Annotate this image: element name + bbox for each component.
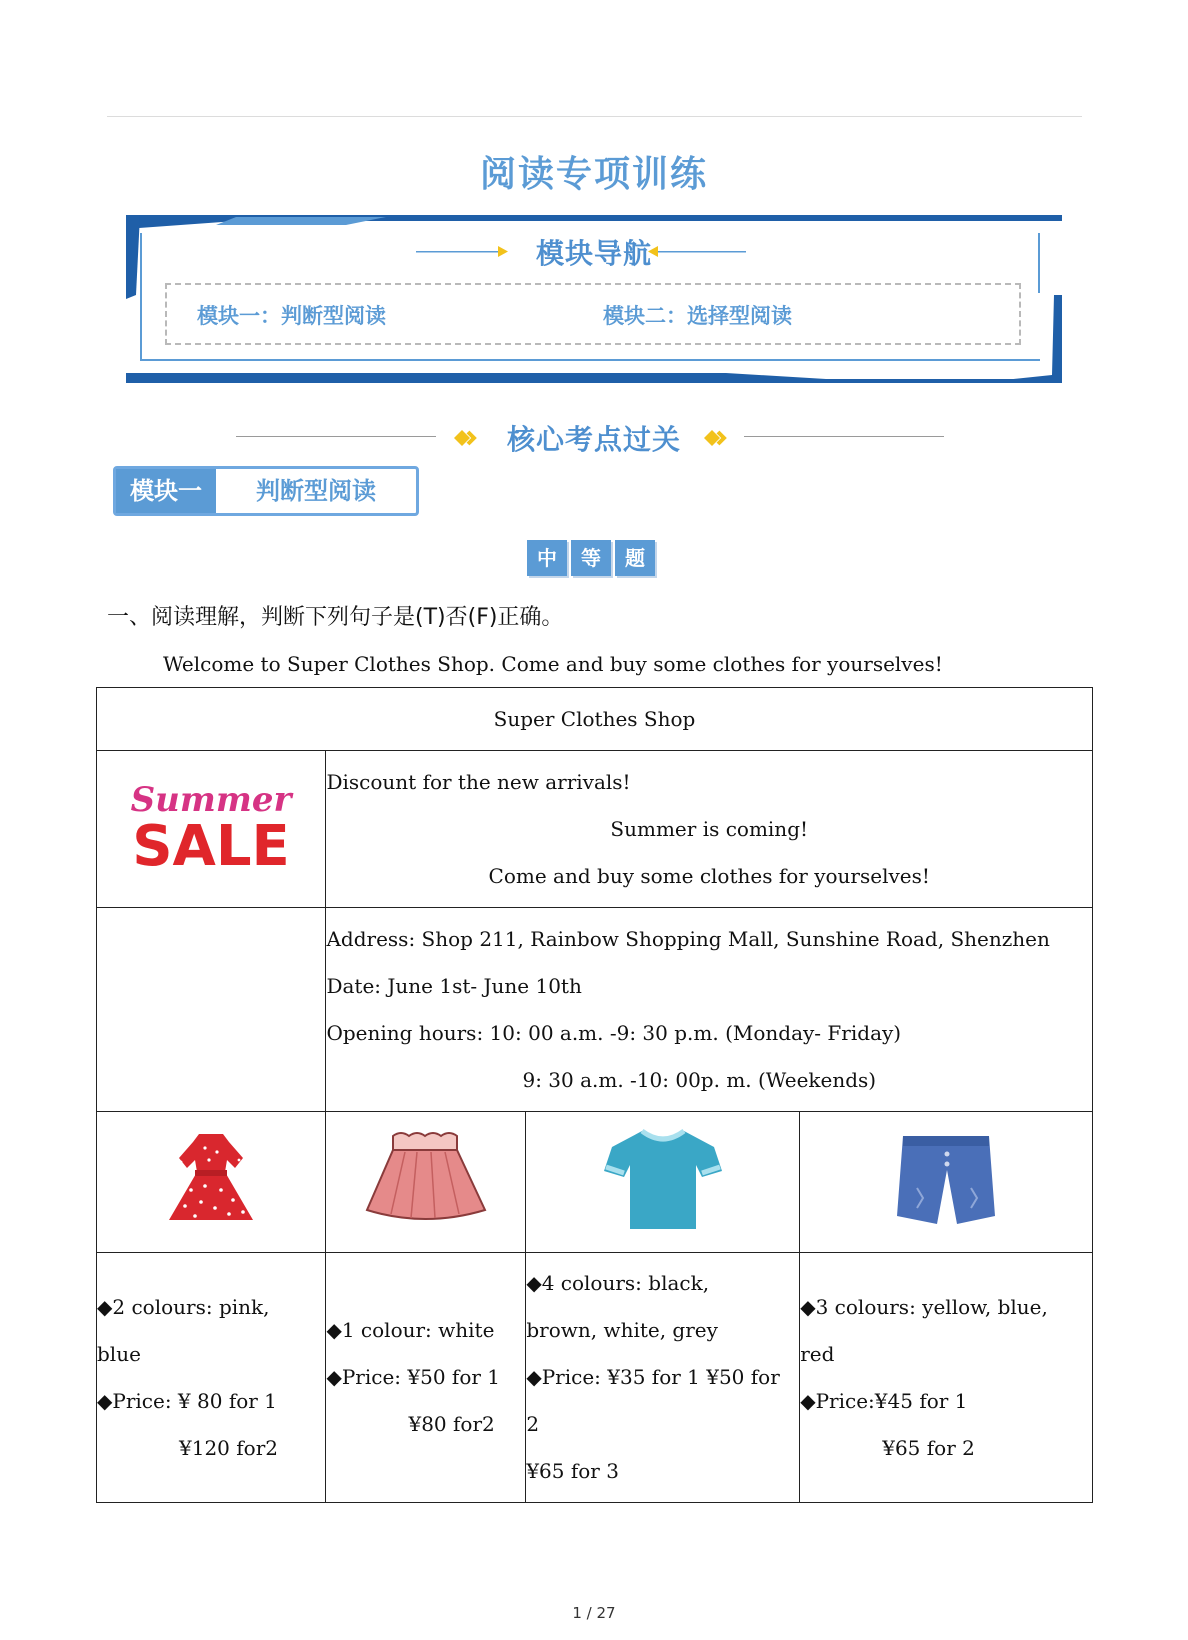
module-number: 模块一 [116,469,216,513]
page-title: 阅读专项训练 [479,153,708,195]
item-detail-line: ¥80 for2 [408,1412,495,1436]
navigation-title: 模块导航 [535,237,652,270]
sale-logo-word2: SALE [132,813,291,879]
module-label [113,466,419,516]
core-section-header [0,418,1188,458]
shop-address: Address: Shop 211, Rainbow Shopping Mall, Sunshine Road, Shenzhen [326,926,1050,951]
table-row [97,908,1093,1112]
nav-item-module-2[interactable]: 模块二：选择型阅读 [603,303,792,328]
shop-hours-weekend: 9: 30 a.m. -10: 00p. m. (Weekends) [522,1067,877,1092]
shop-table [96,687,1093,1503]
tshirt-image-cell [526,1112,800,1253]
skirt-icon [361,1128,491,1232]
item-detail-line: 2 [526,1412,540,1436]
passage-intro: Welcome to Super Clothes Shop. Come and buy some clothes for yourselves! [163,652,943,676]
dress-icon [161,1128,261,1232]
item-detail-line: ◆2 colours: pink, [97,1294,270,1319]
dress-details-cell [97,1253,326,1503]
skirt-image-cell [326,1112,526,1253]
item-detail-line: brown, white, grey [526,1318,718,1342]
shop-date: Date: June 1st- June 10th [326,973,582,998]
item-detail-line: ◆1 colour: white [326,1318,495,1342]
promo-line-1: Discount for the new arrivals! [326,769,631,794]
shorts-details-cell [800,1253,1093,1503]
empty-cell [97,908,326,1112]
shorts-icon [891,1128,1001,1232]
item-detail-line: ◆Price: ¥ 80 for 1 [97,1388,277,1413]
difficulty-char: 题 [615,540,655,576]
dress-image-cell [97,1112,326,1253]
item-detail-line: blue [97,1341,141,1366]
sale-logo-word1: Summer [130,779,292,820]
shorts-image-cell [800,1112,1093,1253]
module-name: 判断型阅读 [256,476,376,505]
table-row [97,1112,1093,1253]
table-row [97,688,1093,751]
shop-info-cell [326,908,1093,1112]
promo-line-2: Summer is coming! [610,816,809,841]
navigation-header [126,232,1062,272]
difficulty-char: 等 [571,540,611,576]
tshirt-details-cell [526,1253,800,1503]
sale-logo-cell [97,751,326,908]
skirt-details-cell [326,1253,526,1503]
question-instruction: 一、阅读理解，判断下列句子是(T)否(F)正确。 [107,605,564,630]
item-detail-line: red [800,1341,835,1366]
table-row [97,1253,1093,1503]
item-detail-line: ◆Price: ¥35 for 1 ¥50 for [526,1365,780,1389]
shop-hours-weekday: Opening hours: 10: 00 a.m. -9: 30 p.m. (Monday- Friday) [326,1020,902,1045]
promo-cell [326,751,1093,908]
table-heading: Super Clothes Shop [97,688,1093,751]
diamond-arrow-icon [702,424,734,452]
item-detail-line: ¥120 for2 [179,1435,278,1460]
item-detail-line: ¥65 for 3 [526,1459,619,1483]
nav-item-module-1[interactable]: 模块一：判断型阅读 [197,303,386,328]
item-detail-line: ◆3 colours: yellow, blue, [800,1294,1048,1319]
core-section-title: 核心考点过关 [506,423,681,456]
core-right-rule [744,436,944,437]
promo-line-3: Come and buy some clothes for yourselves! [488,863,930,888]
item-detail-line: ◆Price: ¥50 for 1 [326,1365,501,1389]
tshirt-icon [598,1125,728,1235]
header-rule [107,116,1082,117]
item-detail-line: ◆4 colours: black, [526,1271,710,1295]
item-detail-line: ¥65 for 2 [882,1435,975,1460]
item-detail-line: ◆Price:¥45 for 1 [800,1388,968,1413]
page-number: 1 / 27 [572,1604,616,1622]
table-row [97,751,1093,908]
difficulty-char: 中 [527,540,567,576]
summer-sale-logo [130,777,292,879]
